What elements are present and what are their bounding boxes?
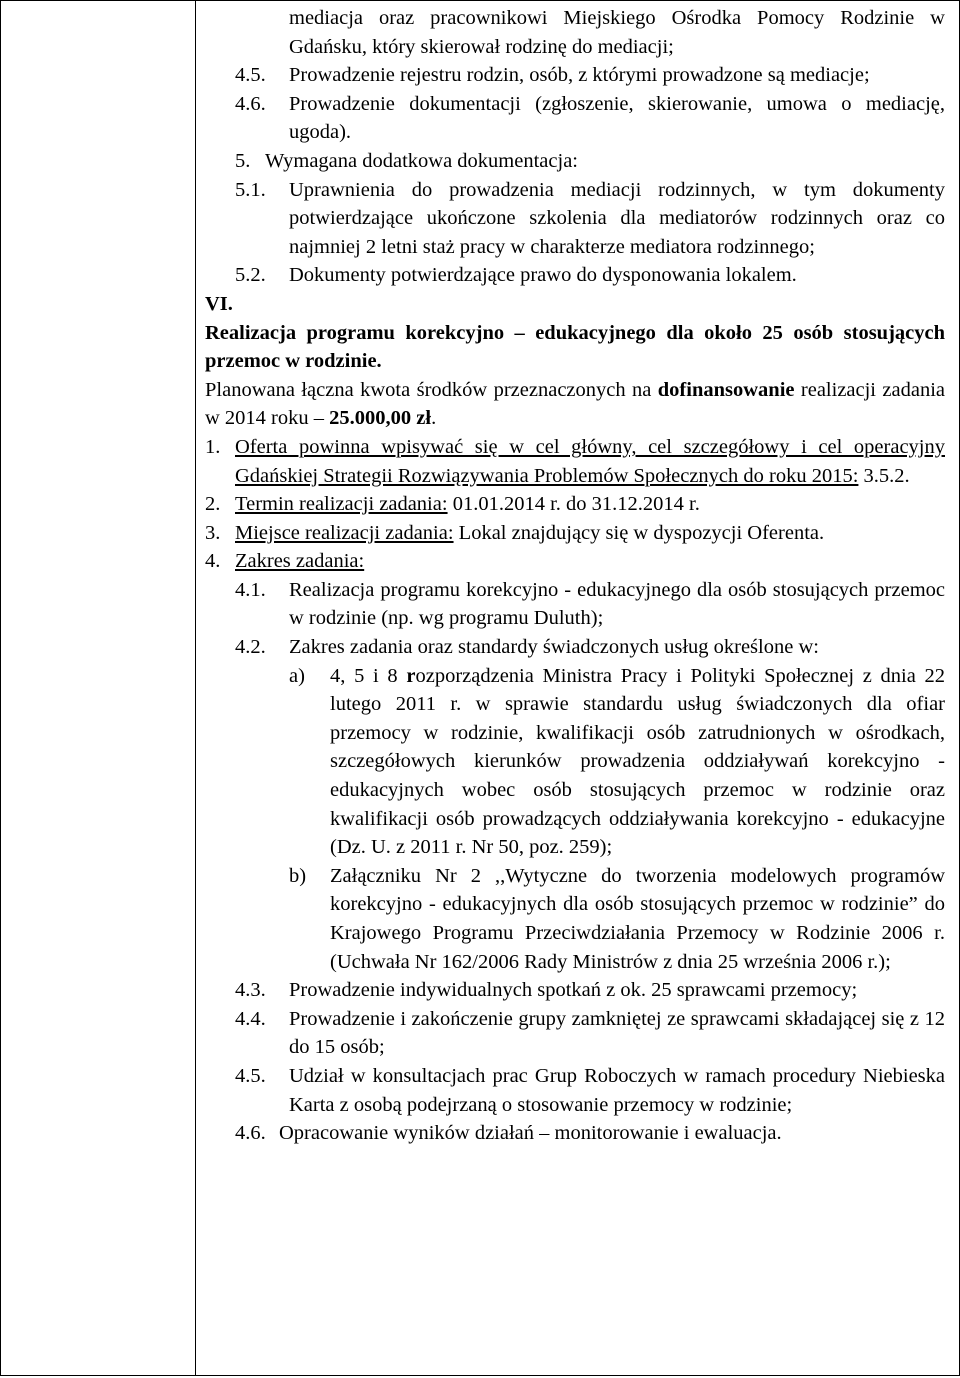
document-content	[205, 4, 945, 1148]
funding-amount: 25.000,00 zł	[329, 407, 432, 430]
list-item-4-3	[205, 976, 945, 1005]
item-letter: b)	[289, 864, 307, 887]
item-heading: Termin realizacji zadania:	[235, 493, 448, 516]
list-item-3	[205, 519, 945, 548]
item-number: 5.2.	[235, 264, 266, 287]
item-text: Prowadzenie rejestru rodzin, osób, z którymi prowadzone są mediacje;	[289, 64, 870, 87]
table-left-cell	[0, 0, 196, 1376]
funding-text: Planowana łączna kwota środków przeznaczonych na	[205, 378, 658, 401]
list-item-4-6	[205, 90, 945, 147]
item-number: 2.	[205, 493, 221, 516]
funding-paragraph	[205, 376, 945, 433]
item-number: 5.1.	[235, 178, 266, 201]
list-item-5-2	[205, 261, 945, 290]
paragraph-text: mediacja oraz pracownikowi Miejskiego Ośrodka Pomocy Rodzinie w Gdańsku, który skierował rodzinę do mediacji;	[289, 7, 945, 58]
list-item-b	[205, 862, 945, 976]
item-number: 4.4.	[235, 1007, 266, 1030]
item-number: 4.	[205, 550, 221, 573]
item-text: Uprawnienia do prowadzenia mediacji rodzinnych, w tym dokumenty potwierdzające ukończone szkolenia dla mediatorów rodzinnych oraz co najmniej 2 letni staż pracy w charakterze mediatora rodzinnego;	[289, 178, 945, 258]
item-text-part: 4, 5 i 8	[330, 664, 407, 687]
funding-text: realizacji zadania w 2014 roku –	[205, 378, 945, 430]
item-text: Dokumenty potwierdzające prawo do dysponowania lokalem.	[289, 264, 797, 287]
item-text: Wymagana dodatkowa dokumentacja:	[265, 149, 578, 172]
item-number: 4.6.	[235, 92, 266, 115]
item-number: 4.1.	[235, 578, 266, 601]
item-text	[330, 662, 945, 862]
list-item-2	[205, 490, 945, 519]
paragraph-continuation	[205, 4, 945, 61]
item-value: 01.01.2014 r. do 31.12.2014 r.	[447, 493, 700, 516]
list-item-4-4	[205, 1005, 945, 1062]
list-item-4-6b	[205, 1119, 945, 1148]
list-item-4-5	[205, 61, 945, 90]
item-number: 4.6.	[235, 1122, 266, 1145]
item-letter: a)	[289, 664, 305, 687]
section-number: VI.	[205, 292, 233, 315]
section-title: Realizacja programu korekcyjno – edukacyjnego dla około 25 osób stosujących przemoc w rodzinie.	[205, 321, 945, 373]
item-text	[235, 519, 945, 548]
item-number: 4.3.	[235, 979, 266, 1002]
item-number: 4.2.	[235, 636, 266, 659]
item-value: 3.5.2.	[858, 464, 910, 487]
item-text: Prowadzenie indywidualnych spotkań z ok. 25 sprawcami przemocy;	[289, 979, 858, 1002]
item-number: 4.5.	[235, 64, 266, 87]
item-text: Zakres zadania oraz standardy świadczonych usług określone w:	[289, 636, 819, 659]
item-text: Realizacja programu korekcyjno - edukacyjnego dla osób stosujących przemoc w rodzinie (np. wg programu Duluth);	[289, 578, 945, 630]
list-item-1	[205, 433, 945, 490]
list-item-4-2	[205, 633, 945, 662]
funding-text: .	[431, 407, 437, 430]
item-number: 5.	[235, 149, 251, 172]
item-text	[235, 433, 945, 490]
item-number: 4.5.	[235, 1064, 266, 1087]
list-item-4-1	[205, 576, 945, 633]
item-text: Udział w konsultacjach prac Grup Roboczych w ramach procedury Niebieska Karta z osobą podejrzaną o stosowanie przemocy w rodzinie;	[289, 1064, 945, 1116]
item-heading: Zakres zadania:	[235, 550, 365, 573]
item-text: Załączniku Nr 2 ,,Wytyczne do tworzenia modelowych programów korekcyjno - edukacyjnych dla osób stosujących przemoc w rodzinie” do Krajowego Programu Przeciwdziałania Przemocy w Rodzinie 2006 r. (Uchwała Nr 162/2006 Rady Ministrów z dnia 25 września 2006 r.);	[330, 864, 945, 973]
item-number: 3.	[205, 521, 221, 544]
item-heading: Oferta powinna wpisywać się w cel główny, cel szczegółowy i cel operacyjny Gdańskiej Strategii Rozwiązywania Problemów Społecznych do roku 2015:	[235, 435, 945, 487]
list-item-4-5b	[205, 1062, 945, 1119]
item-value: Lokal znajdujący się w dyspozycji Oferenta.	[453, 521, 825, 544]
item-text: Prowadzenie dokumentacji (zgłoszenie, skierowanie, umowa o mediację, ugoda).	[289, 92, 945, 144]
item-text: Opracowanie wyników działań – monitorowanie i ewaluacja.	[279, 1122, 782, 1145]
list-item-4	[205, 547, 945, 576]
item-text-bold: r	[406, 664, 416, 687]
list-item-5	[205, 147, 945, 176]
item-heading: Miejsce realizacji zadania:	[235, 521, 454, 544]
funding-emphasis: dofinansowanie	[657, 378, 795, 401]
item-text	[235, 490, 945, 519]
item-text: Prowadzenie i zakończenie grupy zamkniętej ze sprawcami składającej się z 12 do 15 osób;	[289, 1007, 945, 1059]
item-text-part: ozporządzenia Ministra Pracy i Polityki Społecznej z dnia 22 lutego 2011 r. w sprawie standardu usług świadczonych dla ofiar przemocy w rodzinie, kwalifikacji osób zatrudnionych w ośrodkach, szczegółowych kierunków prowadzenia oddziaływań korekcyjno - edukacyjnych wobec osób stosujących przemoc w rodzinie oraz kwalifikacji osób prowadzących oddziaływania korekcyjno - edukacyjne (Dz. U. z 2011 r. Nr 50, poz. 259);	[330, 664, 945, 859]
item-number: 1.	[205, 435, 221, 458]
list-item-5-1	[205, 176, 945, 262]
list-item-a	[205, 662, 945, 862]
